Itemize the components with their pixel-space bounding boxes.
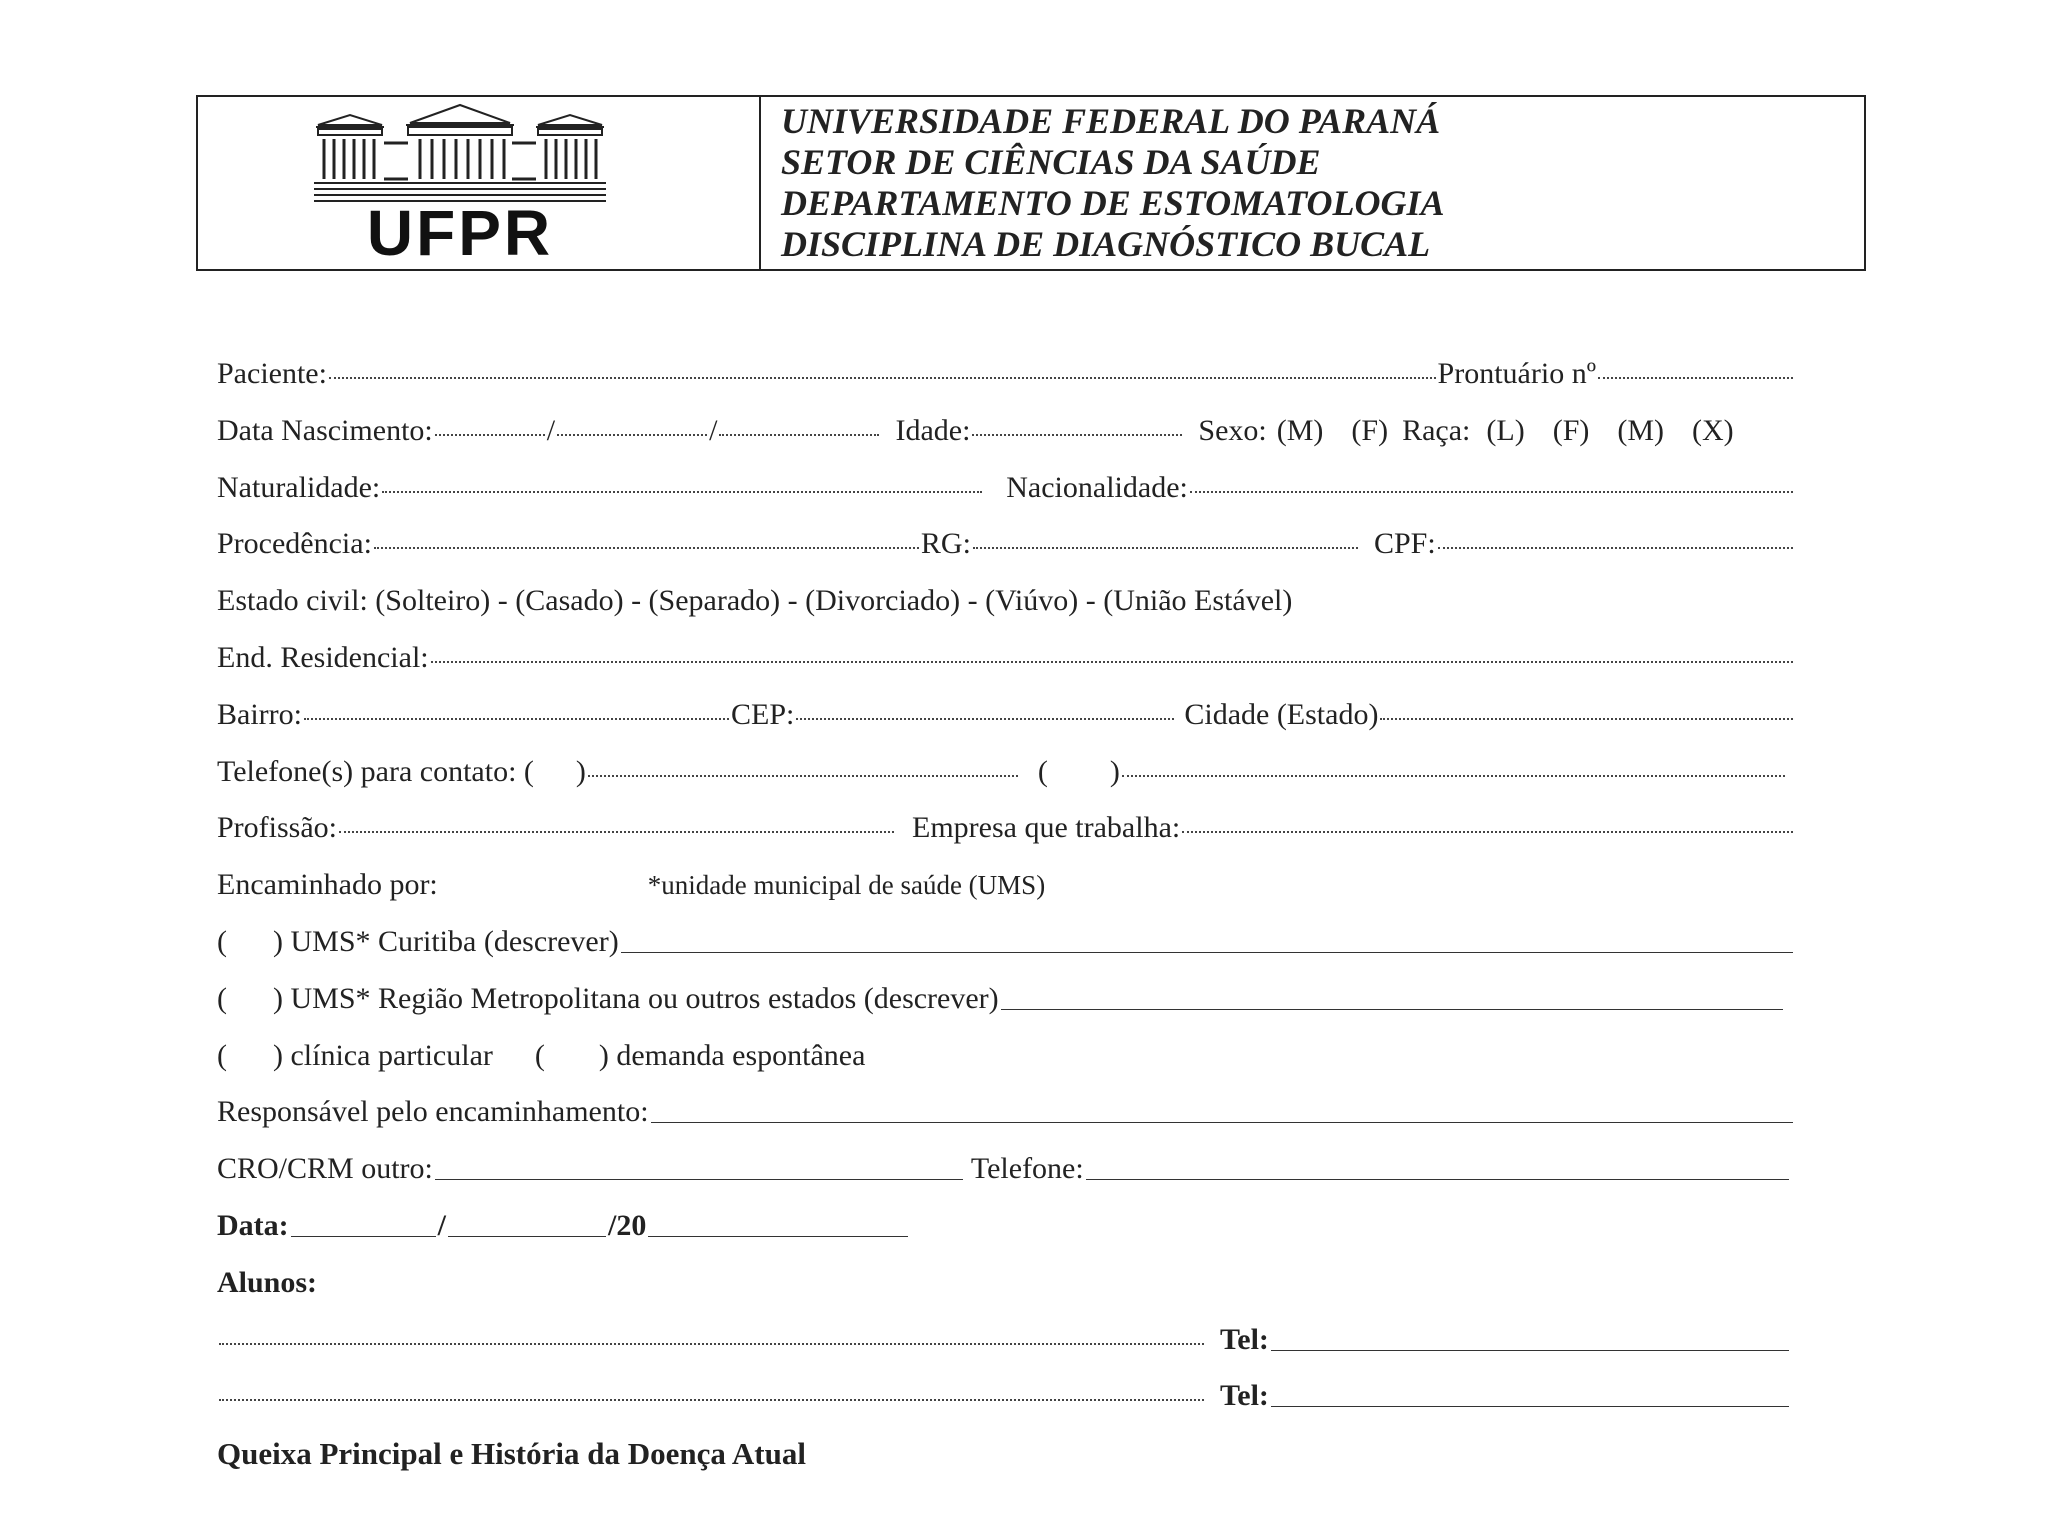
label-procedencia: Procedência: bbox=[217, 527, 372, 561]
paren-close: ) bbox=[1109, 754, 1120, 788]
label-end-residencial: End. Residencial: bbox=[217, 640, 429, 674]
field-responsavel[interactable] bbox=[651, 1122, 1793, 1123]
label-alunos: Alunos: bbox=[217, 1265, 318, 1299]
field-cro[interactable] bbox=[435, 1179, 963, 1180]
label-responsavel: Responsável pelo encaminhamento: bbox=[217, 1095, 649, 1129]
label-tel: Tel: bbox=[1220, 1322, 1269, 1356]
date-separator: / bbox=[437, 1208, 446, 1242]
row-queixa bbox=[217, 1436, 1795, 1493]
date-separator: / bbox=[709, 413, 718, 447]
checkbox-open: ( bbox=[534, 1038, 545, 1072]
label-sexo: Sexo: bbox=[1198, 413, 1267, 447]
option-raca-l[interactable]: (L) bbox=[1486, 413, 1525, 447]
field-bairro[interactable] bbox=[304, 718, 729, 720]
field-procedencia[interactable] bbox=[374, 547, 919, 549]
field-prontuario[interactable] bbox=[1598, 377, 1793, 379]
label-empresa: Empresa que trabalha: bbox=[912, 811, 1181, 845]
field-cpf[interactable] bbox=[1438, 547, 1793, 549]
date-separator: / bbox=[546, 413, 556, 447]
field-data-mes[interactable] bbox=[448, 1236, 606, 1237]
option-sexo-f[interactable]: (F) bbox=[1351, 413, 1389, 447]
row-cro bbox=[217, 1152, 1795, 1209]
label-prontuario: Prontuário nº bbox=[1437, 357, 1596, 390]
ufpr-logo bbox=[310, 103, 610, 263]
label-nacionalidade: Nacionalidade: bbox=[1006, 470, 1188, 504]
label-paciente: Paciente: bbox=[217, 357, 327, 390]
label-bairro: Bairro: bbox=[217, 697, 302, 731]
row-bairro bbox=[217, 698, 1795, 755]
label-telefones: Telefone(s) para contato: ( bbox=[217, 754, 534, 788]
row-ums-curitiba bbox=[217, 925, 1795, 982]
label-ums-regiao: ) UMS* Região Metropolitana ou outros estados (descrever) bbox=[273, 981, 999, 1015]
field-naturalidade[interactable] bbox=[382, 491, 982, 493]
field-aluno-2-tel[interactable] bbox=[1271, 1406, 1789, 1407]
row-responsavel bbox=[217, 1095, 1795, 1152]
row-alunos bbox=[217, 1266, 1795, 1323]
department-name: DEPARTAMENTO DE ESTOMATOLOGIA bbox=[781, 183, 1445, 223]
label-telefone: Telefone: bbox=[970, 1152, 1084, 1186]
institution-header bbox=[761, 97, 1445, 269]
label-clinica: ) clínica particular bbox=[273, 1038, 493, 1072]
field-profissao[interactable] bbox=[339, 831, 894, 833]
field-aluno-1-tel[interactable] bbox=[1271, 1350, 1789, 1351]
section-title-queixa: Queixa Principal e História da Doença Atual bbox=[217, 1436, 806, 1472]
row-naturalidade bbox=[217, 471, 1795, 528]
label-encaminhado: Encaminhado por: bbox=[217, 868, 438, 902]
field-data-ano[interactable] bbox=[648, 1236, 908, 1237]
label-demanda: ) demanda espontânea bbox=[598, 1038, 866, 1072]
field-ano[interactable] bbox=[719, 434, 879, 436]
ufpr-building-logo-icon bbox=[310, 103, 610, 263]
field-paciente[interactable] bbox=[329, 377, 1436, 379]
field-aluno-1-nome[interactable] bbox=[219, 1343, 1204, 1345]
label-cidade: Cidade (Estado) bbox=[1184, 697, 1379, 731]
logo-text: UFPR bbox=[366, 197, 554, 263]
row-profissao bbox=[217, 811, 1795, 868]
field-aluno-2-nome[interactable] bbox=[219, 1399, 1204, 1401]
checkbox-open: ( bbox=[217, 1038, 227, 1072]
row-encaminhado bbox=[217, 868, 1795, 925]
row-telefones bbox=[217, 755, 1795, 812]
label-data: Data: bbox=[217, 1208, 289, 1242]
label-profissao: Profissão: bbox=[217, 811, 337, 845]
field-ums-regiao[interactable] bbox=[1001, 1009, 1783, 1010]
row-procedencia bbox=[217, 527, 1795, 584]
option-raca-m[interactable]: (M) bbox=[1617, 413, 1665, 447]
row-aluno-1 bbox=[217, 1323, 1795, 1380]
field-empresa[interactable] bbox=[1182, 831, 1793, 833]
label-rg: RG: bbox=[920, 527, 971, 561]
label-cpf: CPF: bbox=[1373, 527, 1436, 561]
patient-form bbox=[217, 357, 1795, 1493]
field-data-dia[interactable] bbox=[291, 1236, 436, 1237]
option-sexo-m[interactable]: (M) bbox=[1276, 413, 1324, 447]
field-nacionalidade[interactable] bbox=[1190, 491, 1793, 493]
row-paciente bbox=[217, 357, 1795, 414]
field-ums-curitiba[interactable] bbox=[621, 952, 1793, 953]
field-end-residencial[interactable] bbox=[431, 661, 1793, 663]
row-data-nascimento bbox=[217, 414, 1795, 471]
label-cro: CRO/CRM outro: bbox=[217, 1152, 433, 1186]
sector-name: SETOR DE CIÊNCIAS DA SAÚDE bbox=[781, 142, 1321, 182]
field-mes[interactable] bbox=[557, 434, 707, 436]
field-rg[interactable] bbox=[973, 547, 1358, 549]
paren-open: ( bbox=[1037, 754, 1048, 788]
label-ums-curitiba: ) UMS* Curitiba (descrever) bbox=[273, 924, 619, 958]
field-idade[interactable] bbox=[972, 434, 1182, 436]
ums-note: *unidade municipal de saúde (UMS) bbox=[647, 870, 1046, 901]
field-cidade[interactable] bbox=[1380, 718, 1793, 720]
row-data bbox=[217, 1209, 1795, 1266]
label-raca: Raça: bbox=[1402, 413, 1471, 447]
checkbox-open: ( bbox=[217, 924, 227, 958]
row-estado-civil bbox=[217, 584, 1795, 641]
field-telefone-1[interactable] bbox=[588, 775, 1018, 777]
row-aluno-2 bbox=[217, 1379, 1795, 1436]
row-end-residencial bbox=[217, 641, 1795, 698]
label-tel: Tel: bbox=[1220, 1379, 1269, 1413]
label-idade: Idade: bbox=[895, 413, 971, 447]
label-naturalidade: Naturalidade: bbox=[217, 470, 381, 504]
header-box bbox=[196, 95, 1866, 271]
field-telefone-2[interactable] bbox=[1122, 775, 1785, 777]
date-year-prefix: /20 bbox=[608, 1208, 647, 1242]
checkbox-open: ( bbox=[217, 981, 227, 1015]
label-cep: CEP: bbox=[730, 697, 795, 731]
field-dia[interactable] bbox=[435, 434, 545, 436]
label-estado-civil[interactable]: Estado civil: (Solteiro) - (Casado) - (Separado) - (Divorciado) - (Viúvo) - (União Estável) bbox=[217, 584, 1293, 618]
row-ums-regiao bbox=[217, 982, 1795, 1039]
logo-cell bbox=[198, 97, 761, 269]
paren-close: ) bbox=[575, 754, 586, 788]
field-telefone[interactable] bbox=[1086, 1179, 1789, 1180]
university-name: UNIVERSIDADE FEDERAL DO PARANÁ bbox=[781, 101, 1441, 141]
option-raca-f[interactable]: (F) bbox=[1552, 413, 1590, 447]
field-cep[interactable] bbox=[796, 718, 1174, 720]
option-raca-x[interactable]: (X) bbox=[1692, 413, 1734, 447]
discipline-name: DISCIPLINA DE DIAGNÓSTICO BUCAL bbox=[781, 224, 1431, 264]
row-origem bbox=[217, 1039, 1795, 1096]
label-data-nascimento: Data Nascimento: bbox=[217, 413, 433, 447]
